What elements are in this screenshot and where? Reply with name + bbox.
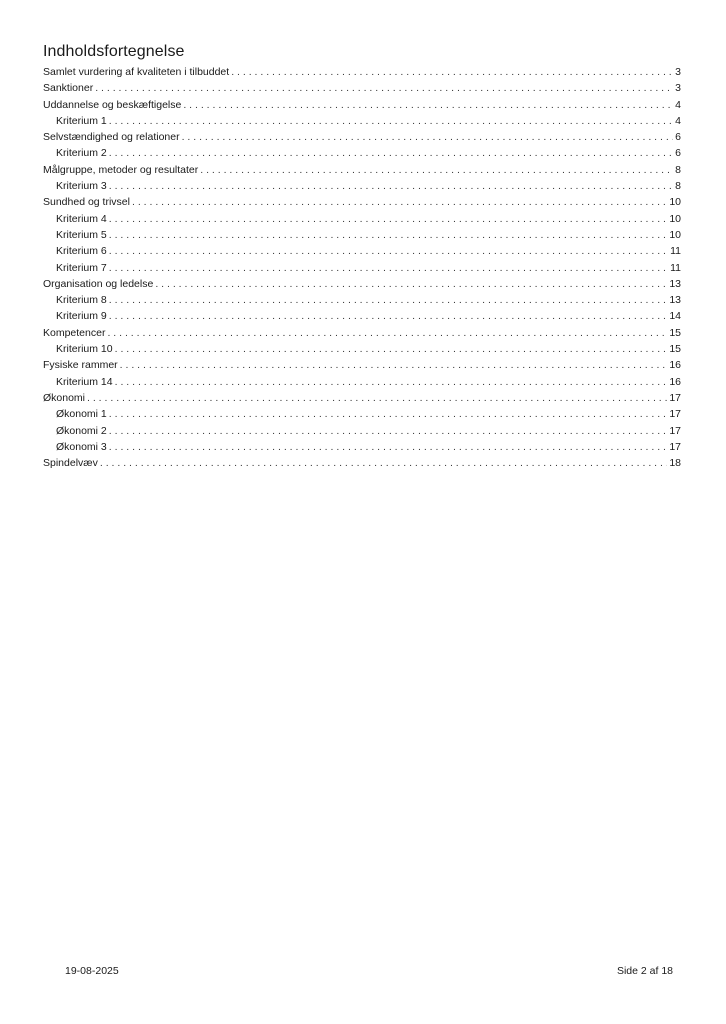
toc-dot-leader (109, 113, 673, 129)
toc-entry[interactable] (43, 194, 681, 210)
toc-entry-label: Kriterium 2 (56, 147, 107, 160)
toc-entry[interactable] (43, 162, 681, 178)
toc-entry[interactable] (43, 455, 681, 471)
toc-entry-label: Sundhed og trivsel (43, 196, 130, 209)
toc-entry-label: Kriterium 7 (56, 261, 107, 274)
toc-dot-leader (100, 455, 667, 471)
table-of-contents (43, 64, 681, 471)
toc-entry-label: Målgruppe, metoder og resultater (43, 163, 199, 176)
toc-subentry[interactable] (43, 113, 681, 129)
toc-entry-label: Økonomi (43, 391, 86, 404)
toc-dot-leader (200, 162, 673, 178)
toc-subentry[interactable] (43, 406, 681, 422)
toc-entry-page: 8 (675, 163, 681, 176)
toc-entry-page: 3 (675, 66, 681, 78)
toc-entry-page: 6 (675, 147, 681, 160)
toc-entry-page: 17 (669, 408, 681, 421)
toc-entry-page: 10 (669, 212, 681, 225)
toc-entry-label: Kriterium 1 (56, 114, 107, 127)
toc-dot-leader (109, 243, 668, 259)
toc-dot-leader (109, 178, 673, 194)
toc-dot-leader (109, 292, 668, 308)
toc-entry-page: 4 (675, 114, 681, 127)
toc-dot-leader (109, 227, 668, 243)
toc-entry[interactable] (43, 390, 681, 406)
toc-subentry[interactable] (43, 374, 681, 390)
toc-entry[interactable] (43, 97, 681, 113)
toc-dot-leader (87, 390, 667, 406)
toc-entry-label: Økonomi 1 (56, 408, 107, 421)
toc-entry-label: Kriterium 14 (56, 375, 113, 388)
toc-entry-label: Organisation og ledelse (43, 277, 154, 290)
toc-subentry[interactable] (43, 260, 681, 276)
toc-dot-leader (109, 260, 668, 276)
toc-subentry[interactable] (43, 308, 681, 324)
toc-entry-page: 3 (675, 82, 681, 95)
toc-entry-label: Kriterium 9 (56, 310, 107, 323)
toc-dot-leader (109, 439, 668, 455)
toc-entry-label: Sanktioner (43, 82, 94, 95)
toc-dot-leader (115, 374, 668, 390)
toc-entry-page: 4 (675, 98, 681, 111)
toc-entry[interactable] (43, 64, 681, 80)
toc-dot-leader (109, 423, 668, 439)
toc-entry-page: 18 (669, 457, 681, 470)
toc-dot-leader (109, 145, 673, 161)
toc-subentry[interactable] (43, 227, 681, 243)
toc-entry-page: 11 (670, 245, 681, 258)
toc-dot-leader (182, 129, 674, 145)
toc-entry-label: Kriterium 4 (56, 212, 107, 225)
toc-entry-label: Kriterium 8 (56, 294, 107, 307)
toc-dot-leader (183, 97, 673, 113)
toc-entry-page: 10 (669, 228, 681, 241)
toc-entry-label: Selvstændighed og relationer (43, 131, 180, 144)
toc-entry-label: Kriterium 5 (56, 228, 107, 241)
toc-dot-leader (155, 276, 667, 292)
toc-entry[interactable] (43, 129, 681, 145)
toc-subentry[interactable] (43, 178, 681, 194)
toc-entry-page: 15 (669, 326, 681, 339)
toc-subentry[interactable] (43, 423, 681, 439)
toc-entry-page: 17 (669, 440, 681, 453)
toc-subentry[interactable] (43, 292, 681, 308)
toc-dot-leader (231, 64, 673, 80)
toc-subentry[interactable] (43, 145, 681, 161)
toc-entry-label: Kriterium 3 (56, 180, 107, 193)
toc-entry-label: Økonomi 3 (56, 440, 107, 453)
toc-entry-label: Økonomi 2 (56, 424, 107, 437)
toc-entry-page: 17 (669, 424, 681, 437)
toc-dot-leader (107, 325, 667, 341)
toc-entry[interactable] (43, 357, 681, 373)
toc-entry-page: 17 (669, 391, 681, 404)
toc-subentry[interactable] (43, 211, 681, 227)
toc-entry-page: 13 (669, 294, 681, 307)
toc-entry[interactable] (43, 325, 681, 341)
toc-subentry[interactable] (43, 341, 681, 357)
toc-dot-leader (109, 211, 668, 227)
toc-dot-leader (132, 194, 667, 210)
toc-entry-label: Kriterium 10 (56, 343, 113, 356)
toc-entry-page: 16 (669, 359, 681, 372)
toc-entry-label: Kriterium 6 (56, 245, 107, 258)
toc-entry-page: 14 (669, 310, 681, 323)
toc-entry-page: 6 (675, 131, 681, 144)
toc-dot-leader (109, 406, 668, 422)
footer-date: 19-08-2025 (65, 965, 119, 977)
toc-dot-leader (115, 341, 668, 357)
toc-entry-page: 13 (669, 277, 681, 290)
toc-title: Indholdsfortegnelse (43, 43, 185, 60)
toc-entry[interactable] (43, 80, 681, 96)
toc-dot-leader (109, 308, 668, 324)
toc-entry-page: 16 (669, 375, 681, 388)
toc-entry-page: 8 (675, 180, 681, 193)
toc-subentry[interactable] (43, 439, 681, 455)
toc-entry-label: Uddannelse og beskæftigelse (43, 98, 182, 111)
toc-dot-leader (95, 80, 673, 96)
toc-entry-label: Samlet vurdering af kvaliteten i tilbuddet (43, 66, 230, 78)
toc-entry-label: Fysiske rammer (43, 359, 118, 372)
toc-entry-page: 11 (670, 261, 681, 274)
toc-entry[interactable] (43, 276, 681, 292)
toc-dot-leader (120, 357, 668, 373)
toc-entry-page: 10 (669, 196, 681, 209)
toc-subentry[interactable] (43, 243, 681, 259)
toc-entry-label: Kompetencer (43, 326, 106, 339)
toc-entry-label: Spindelvæv (43, 457, 98, 470)
toc-entry-page: 15 (669, 343, 681, 356)
footer-page-number: Side 2 af 18 (616, 965, 673, 977)
